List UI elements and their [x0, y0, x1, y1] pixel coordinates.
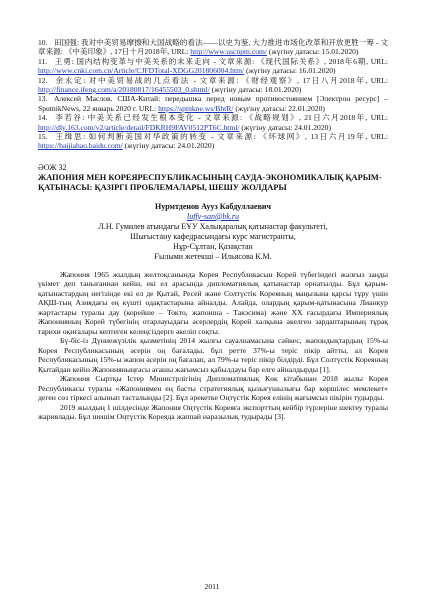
reference-number: 10. [38, 38, 48, 47]
reference-access-date: (жүгіну датасы: 15.01.2020) [267, 47, 359, 57]
reference-text: Алексей Маслов. США-Китай: передышка перед новым противостоянием [Электрон ресурс] – SputnikNews, 22 январь 2020 г. URL: [38, 94, 388, 113]
affiliation-line: Л.Н. Гумилев атындағы ЕҰУ Халықаралық қатынастар факультеті, [98, 221, 328, 231]
reference-access-date: (жүгіну датасы: 22.01.2020) [233, 103, 325, 113]
reference-link[interactable]: http://www.cnki.com.cn/Article/CJFDTotal-XDGG201806004.htm/ [38, 66, 245, 76]
body-paragraph: 2019 жылдың 1 шілдесінде Жапония Оңтүстік Кореяға экспорттың кейбір түрлеріне шектеу туралы жариялады. Бұл шешім Оңтүстік Кореяда жаппай наразылық тудырады [3]. [38, 402, 388, 422]
reference-link[interactable]: https://sptnkne.ws/BhtR/ [158, 103, 234, 113]
reference-access-date: (жүгіну датасы: 24.01.2020) [122, 141, 215, 151]
reference-text: 王缉思: 如何判断美国对华政策的转变 - 文章来源: 《环球网》, 13日六月19年, URL: [54, 132, 388, 142]
reference-access-date: (жүгіну датасы: 16.01.2020) [244, 66, 336, 76]
author-name: Нурмтденов Аууз Кабдуллаевич [154, 201, 272, 211]
body-paragraph: Жапония Сыртқы Істер Министрлігінің Дипломатиялық Көк кітабынан 2018 жылы Корея Республикасы туралы «Жапониямен ең басты стратегиялық қызығушылығы бар көршілес мемлекет» деген сөз тіркесі алынып тасталынды [2]. Бұл әрекетке Оңтүстік Корея елінің жағымсыз пікірін тудырды. [38, 374, 388, 403]
body-paragraph: Бү-біс-із Дүниежүзілік қызметінің 2014 жылғы сауалнамасына сәйкес, жапондықтардың 15%-ы Корея Республикасының әсерін оң бағалады, бұл ретте 37%-ы теріс пікір айтты, ал Корея Республикасының 15%-ы жапон әсерін оң бағалап, ал 79%-ы теріс пікір білдірді. Бұл Солтүстік Кореяның Қытайдан кейін Жапонияныңғасы ағашы жағымсыз қабылдауы бар елге айналдырды [1]. [38, 336, 388, 374]
reference-text: 王勇: 国内结构变革与中美关系的未来走向 - 文章来源: 《现代国际关系》, 2018年6期, URL: [54, 56, 388, 66]
reference-link[interactable]: http://dly.163.com/v2/article/detail/FDKRH9FAV0512PT6C.html/ [38, 122, 240, 132]
reference-item [38, 38, 388, 57]
document-page [38, 38, 388, 422]
reference-text: 李若谷: 中美关系已经发生根本变化 - 文章来源: 《战略规划》, 21日六月2018年, URL: [54, 113, 388, 123]
reference-link[interactable]: http://finance.ifeng.com/a/20180817/16455503_0.shtml/ [38, 85, 210, 95]
reference-number: 11. [38, 56, 48, 66]
reference-item [38, 57, 388, 76]
reference-link[interactable]: http://www.uscnpm.com/ [190, 47, 268, 57]
reference-list [38, 38, 388, 151]
udk-code: ӘОЖ 32 [38, 162, 67, 172]
reference-text: 余永定: 对中美贸易战的几点看法 - 文章来源: 《财经观察》, 17日八月2018年, URL: [54, 75, 388, 85]
author-email-link[interactable]: luffy-san@bk.ru [186, 211, 240, 221]
reference-number: 14. [38, 113, 48, 123]
reference-access-date: (жүгіну датасы: 18.01.2020) [209, 85, 302, 95]
reference-item [38, 113, 388, 132]
affiliation-line: Шығыстану кафедрасындағы курс магистранты, [130, 231, 296, 241]
article-body [38, 270, 388, 422]
page-number: 2011 [204, 582, 220, 591]
reference-text: 田国强: 我对中美贸易摩擦和大国战略的看法——以史为鉴, 大力推进市场化改革和开放更胜一筹 - 文章来源: 《中美印象》, 17日十月2018年, URL: [38, 38, 388, 57]
reference-item [38, 76, 388, 95]
article-title: ЖАПОНИЯ МЕН КОРЕЯРЕСПУБЛИКАСЫНЫҢ САУДА-ЭКОНОМИКАЛЫҚ ҚАРЫМ-ҚАТЫНАСЫ: ҚАЗІРГІ ПРОБЛЕМАЛАРЫ, ШЕШУ ЖОЛДАРЫ [38, 172, 382, 193]
reference-item [38, 94, 388, 113]
reference-link[interactable]: https://baijiahao.baidu.com/ [38, 141, 123, 151]
reference-item [38, 132, 388, 151]
supervisor-line: Ғылыми жетекші – Ильясова К.М. [154, 251, 272, 261]
reference-access-date: (жүгіну датасы: 24.01.2020) [239, 122, 331, 132]
body-paragraph: Жапония 1965 жылдың желтоқсанында Корея Республикасын Корей түбегіндегі жалғыз заңды үкімет деп танығаннан кейін, екі ел арасында дипломатиялық қатынастар орнатылды. Бұл қарым-қатынастардың негізінде екі ел де Қытай, Ресей және Солтүстік Кореяның маңызына қарсы тұру үшін АҚШ-тың Азиядағы ең күшті одақтастарына айналды. Алайда, олардың қарым-қатынасына Лианкур жартастары туралы дау (корейше – Токто, жапонша - Такэсима) және XX ғасырдағы Империялық Жапонияның Корей түбегінің отарлауыдағы әсерлердің Корей халқына әкелген зардаптарының тұрақ тарихи оқиғалары кептеген келеңсіздерге әкеліп соқты. [38, 269, 388, 336]
affiliation-line: Нұр-Сұлтан, Қазақстан [173, 241, 253, 251]
reference-number: 15. [38, 132, 48, 142]
reference-number: 13. [38, 94, 48, 104]
reference-number: 12. [38, 75, 48, 85]
